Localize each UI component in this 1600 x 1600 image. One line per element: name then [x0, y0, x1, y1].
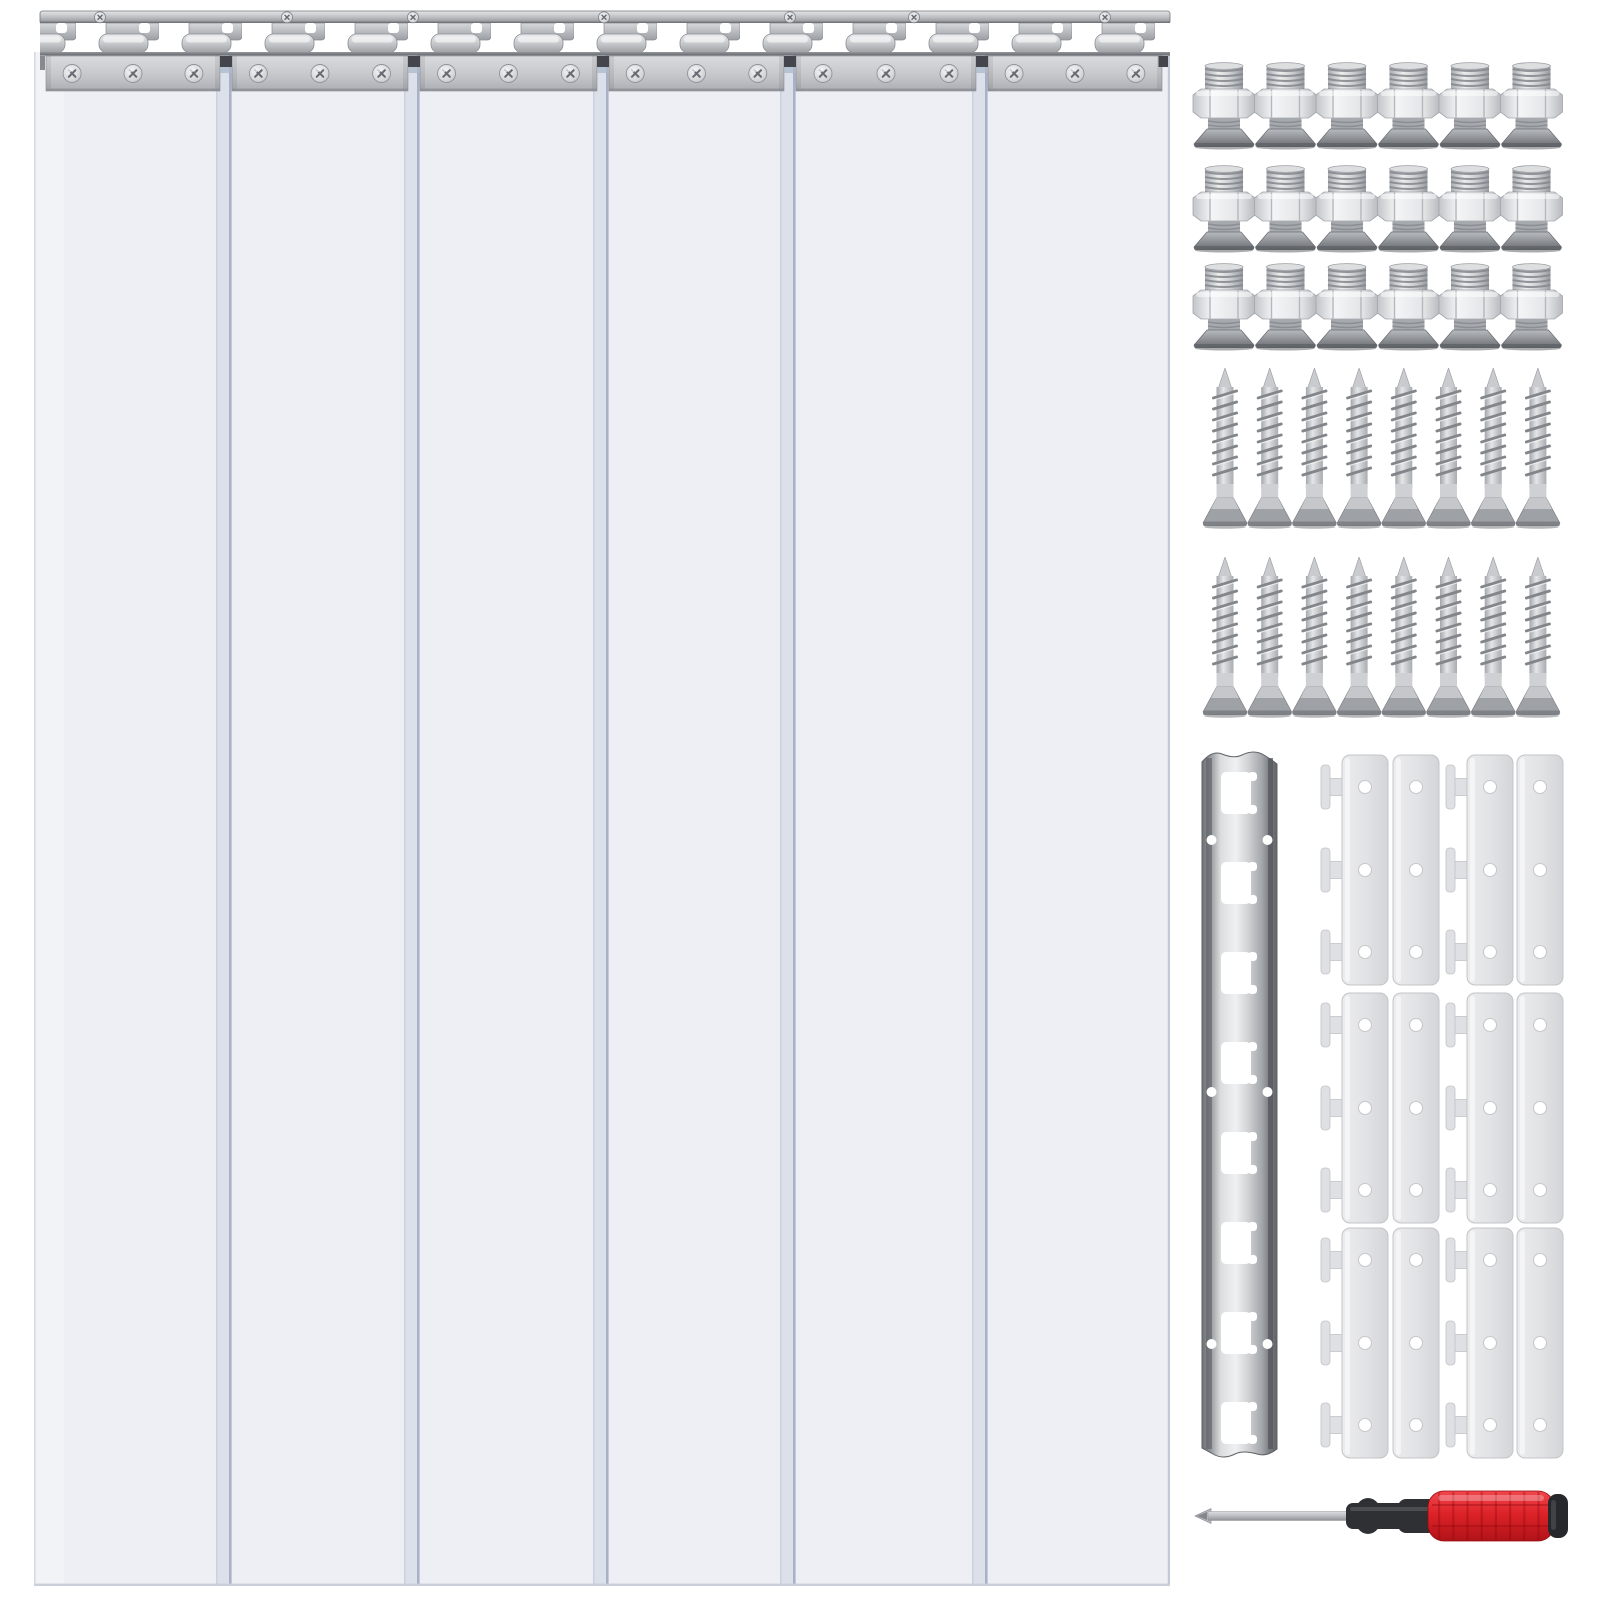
seam-band	[972, 52, 986, 1586]
seam-right-line	[793, 52, 796, 1586]
end-cap-highlight	[1551, 1500, 1556, 1530]
plate-hole	[1484, 946, 1497, 959]
hanger-gap-block	[1159, 56, 1169, 67]
rail-lip	[40, 52, 1170, 56]
plate-highlight	[1520, 996, 1525, 1220]
clamp-screw-icon	[814, 65, 832, 83]
plate-tab-cap	[1321, 1003, 1330, 1047]
rail-slot-stem	[1248, 805, 1257, 814]
plate-hole	[1534, 946, 1547, 959]
rail-bar-screw-icon	[407, 12, 418, 23]
rail-end-notch	[40, 56, 45, 70]
bolt	[1501, 264, 1563, 351]
plate-hole	[1534, 1254, 1547, 1267]
mounting-plate	[1517, 993, 1563, 1223]
plate-hole	[1484, 1254, 1497, 1267]
plate-hole	[1534, 781, 1547, 794]
bolt	[1501, 63, 1563, 150]
clamp-screw-icon	[877, 65, 895, 83]
strip-seam	[780, 52, 796, 1586]
grip-groove-horizontal	[1432, 1525, 1550, 1527]
plate-tab-cap	[1446, 1238, 1455, 1282]
rail-bar-screw-icon	[908, 12, 919, 23]
plate-hole	[1359, 1419, 1372, 1432]
rail-hole	[1207, 1339, 1217, 1349]
screwdriver-shaft	[1208, 1512, 1348, 1521]
bolt	[1255, 63, 1317, 150]
seam-right-line	[417, 52, 420, 1586]
clamp-plate-end-shade	[988, 56, 993, 91]
strip-curtain	[34, 52, 1170, 1586]
seam-left-line	[404, 52, 406, 1586]
plate-highlight	[1470, 996, 1475, 1220]
bolt	[1378, 264, 1440, 351]
plate-hole	[1359, 864, 1372, 877]
rail-hole	[1207, 835, 1217, 845]
seam-left-line	[593, 52, 595, 1586]
plate-hole	[1359, 1254, 1372, 1267]
strip-edge-highlight	[34, 52, 64, 1586]
plate-tab-cap	[1446, 1403, 1455, 1447]
clamp-plate-bottom-edge	[232, 89, 408, 91]
self-tapping-screw	[1427, 557, 1471, 718]
plate-hole	[1484, 1184, 1497, 1197]
strip-seam	[216, 52, 232, 1586]
clamp-plate-end-shade	[971, 56, 976, 91]
bolt	[1255, 264, 1317, 351]
clamp-screw-icon	[438, 65, 456, 83]
mounting-plate-set	[1321, 755, 1563, 1458]
screw-set	[1203, 368, 1560, 718]
rail-slot-stem	[1248, 1255, 1257, 1264]
seam-right-line	[229, 52, 232, 1586]
collar-highlight	[1350, 1507, 1430, 1511]
plate-hole	[1359, 1337, 1372, 1350]
self-tapping-screw	[1382, 368, 1426, 529]
self-tapping-screw	[1337, 557, 1381, 718]
mounting-plate	[1446, 993, 1513, 1223]
bolt	[1193, 166, 1255, 253]
plate-tab-cap	[1321, 1168, 1330, 1212]
rail-slot-stem	[1248, 772, 1257, 781]
clamp-plate	[46, 56, 220, 91]
mounting-rail	[1202, 752, 1277, 1457]
clamp-plate-bottom-edge	[609, 89, 784, 91]
rail-hole	[1263, 835, 1273, 845]
plate-hole	[1359, 781, 1372, 794]
seam-band	[780, 52, 794, 1586]
clamp-screw-icon	[688, 65, 706, 83]
clamp-plate-end-shade	[592, 56, 597, 91]
plate-hole	[1359, 1019, 1372, 1032]
plate-hole	[1534, 864, 1547, 877]
hanger-gap-block	[784, 56, 796, 67]
plate-hole	[1410, 1019, 1423, 1032]
clamp-plate-end-shade	[779, 56, 784, 91]
bolt	[1316, 166, 1378, 253]
clamp-plate	[609, 56, 784, 91]
hanger-gap-strip	[408, 67, 420, 73]
bolt	[1193, 264, 1255, 351]
mounting-plate	[1321, 755, 1388, 985]
seam-band	[216, 52, 230, 1586]
self-tapping-screw	[1471, 557, 1515, 718]
screwdriver-grip	[1428, 1491, 1554, 1541]
clamp-plate-end-shade	[215, 56, 220, 91]
bolt	[1439, 63, 1501, 150]
curtain-right-edge	[1168, 52, 1170, 1586]
plate-hole	[1410, 1419, 1423, 1432]
strip-seam	[593, 52, 609, 1586]
plate-highlight	[1396, 996, 1401, 1220]
mounting-plate	[1446, 1228, 1513, 1458]
clamp-plate-bottom-edge	[420, 89, 597, 91]
plate-hole	[1410, 946, 1423, 959]
rail-slot-stem	[1248, 1312, 1257, 1321]
rail-slot-stem	[1248, 1132, 1257, 1141]
clamp-plate-end-shade	[796, 56, 801, 91]
plate-highlight	[1520, 758, 1525, 982]
bolt	[1378, 63, 1440, 150]
plate-highlight	[1470, 758, 1475, 982]
bolt	[1255, 166, 1317, 253]
plate-hole	[1534, 1337, 1547, 1350]
clamp-screw-icon	[561, 65, 579, 83]
rail-slot-stem	[1248, 1165, 1257, 1174]
plate-hole	[1484, 1019, 1497, 1032]
clamp-plate-bottom-edge	[796, 89, 976, 91]
screwdriver	[1195, 1491, 1568, 1541]
plate-tab-cap	[1321, 1403, 1330, 1447]
grip-highlight	[1438, 1495, 1544, 1501]
mounting-plate	[1393, 993, 1439, 1223]
plate-tab-cap	[1321, 1086, 1330, 1130]
self-tapping-screw	[1248, 557, 1292, 718]
self-tapping-screw	[1203, 368, 1247, 529]
clamp-screw-icon	[63, 65, 81, 83]
clamp-screw-icon	[940, 65, 958, 83]
plate-tab-cap	[1321, 848, 1330, 892]
mounting-plate	[1517, 1228, 1563, 1458]
plate-highlight	[1345, 1231, 1350, 1455]
mounting-plate	[1393, 1228, 1439, 1458]
plate-tab-cap	[1321, 1238, 1330, 1282]
rail-hole	[1263, 1087, 1273, 1097]
rail-slot-opening	[1221, 1222, 1251, 1264]
plate-hole	[1534, 1184, 1547, 1197]
hanger-gap-block	[597, 56, 609, 67]
mounting-plate	[1321, 1228, 1388, 1458]
rail-slot-opening	[1221, 862, 1251, 904]
plate-tab-cap	[1446, 1321, 1455, 1365]
plate-tab-cap	[1446, 930, 1455, 974]
self-tapping-screw	[1516, 557, 1560, 718]
clamp-screw-icon	[311, 65, 329, 83]
rail-slot-stem	[1248, 1345, 1257, 1354]
seam-left-line	[216, 52, 218, 1586]
self-tapping-screw	[1292, 368, 1336, 529]
bolt	[1316, 264, 1378, 351]
plate-hole	[1359, 1184, 1372, 1197]
clamp-plate	[796, 56, 976, 91]
clamp-screw-icon	[249, 65, 267, 83]
rail-slot-stem	[1248, 952, 1257, 961]
self-tapping-screw	[1471, 368, 1515, 529]
rail-slot-stem	[1248, 985, 1257, 994]
clamp-screw-icon	[1127, 65, 1145, 83]
rail-slot-opening	[1221, 1132, 1251, 1174]
rail-slot-stem	[1248, 1435, 1257, 1444]
bolt	[1439, 166, 1501, 253]
plate-highlight	[1470, 1231, 1475, 1455]
mounting-plate	[1393, 755, 1439, 985]
plate-hole	[1410, 864, 1423, 877]
rail-slot-opening	[1221, 772, 1251, 814]
clamp-plate	[988, 56, 1162, 91]
plate-tab-cap	[1446, 1086, 1455, 1130]
rail-slot-opening	[1221, 952, 1251, 994]
clamp-screw-icon	[749, 65, 767, 83]
plate-hole	[1410, 781, 1423, 794]
hanger-gap-strip	[784, 67, 796, 73]
plate-hole	[1359, 1102, 1372, 1115]
clamp-screw-icon	[626, 65, 644, 83]
bolt	[1378, 166, 1440, 253]
plate-highlight	[1396, 1231, 1401, 1455]
mounting-plate	[1321, 993, 1388, 1223]
self-tapping-screw	[1382, 557, 1426, 718]
clamp-plate-end-shade	[609, 56, 614, 91]
seam-right-line	[985, 52, 988, 1586]
hanger-gap-block	[220, 56, 232, 67]
clamp-screw-icon	[185, 65, 203, 83]
seam-left-line	[972, 52, 974, 1586]
plate-hole	[1410, 1337, 1423, 1350]
strip-seam	[404, 52, 420, 1586]
curtain-left-edge	[34, 52, 36, 1586]
plate-tab-cap	[1446, 765, 1455, 809]
hanger-gap-strip	[220, 67, 232, 73]
hanger-gap-block	[408, 56, 420, 67]
seam-right-line	[606, 52, 609, 1586]
plate-highlight	[1396, 758, 1401, 982]
mounting-plate	[1446, 755, 1513, 985]
clamp-screw-icon	[1066, 65, 1084, 83]
rail-slot-opening	[1221, 1042, 1251, 1084]
plate-tab-cap	[1321, 1321, 1330, 1365]
hanger-gap-strip	[976, 67, 988, 73]
bolt	[1439, 264, 1501, 351]
clamp-screw-icon	[1005, 65, 1023, 83]
plate-hole	[1410, 1102, 1423, 1115]
rail-bar-screw-icon	[281, 12, 292, 23]
rail-slot-stem	[1248, 862, 1257, 871]
clamp-screw-icon	[373, 65, 391, 83]
plate-tab-cap	[1446, 848, 1455, 892]
plate-hole	[1410, 1184, 1423, 1197]
clamp-plate-bottom-edge	[46, 89, 220, 91]
rail-hole	[1207, 1087, 1217, 1097]
plate-hole	[1534, 1019, 1547, 1032]
self-tapping-screw	[1203, 557, 1247, 718]
seam-band	[404, 52, 418, 1586]
rail-slot-stem	[1248, 1042, 1257, 1051]
rail-bar-screw-icon	[598, 12, 609, 23]
plate-tab-cap	[1321, 930, 1330, 974]
rail-slot-stem	[1248, 1222, 1257, 1231]
bolt	[1316, 63, 1378, 150]
clamp-plate	[420, 56, 597, 91]
rail-slot-stem	[1248, 1075, 1257, 1084]
bolt	[1501, 166, 1563, 253]
screwdriver-collar-bulge	[1354, 1498, 1382, 1534]
self-tapping-screw	[1337, 368, 1381, 529]
rail-slot-opening	[1221, 1402, 1251, 1444]
rail-slot-stem	[1248, 1402, 1257, 1411]
seam-band	[593, 52, 607, 1586]
bolt	[1193, 63, 1255, 150]
rail-bar-screw-icon	[784, 12, 795, 23]
plate-highlight	[1345, 996, 1350, 1220]
clamp-plate-end-shade	[420, 56, 425, 91]
grip-groove-horizontal	[1432, 1504, 1550, 1506]
clamp-screw-icon	[124, 65, 142, 83]
plate-hole	[1484, 1102, 1497, 1115]
mounting-plate	[1517, 755, 1563, 985]
curtain-bottom-edge	[34, 1584, 1170, 1586]
seam-left-line	[780, 52, 782, 1586]
plate-hole	[1534, 1419, 1547, 1432]
hanger-gap-strip	[597, 67, 609, 73]
rail-hook-row	[40, 23, 1170, 53]
hanger-gap-block	[976, 56, 988, 67]
plate-hole	[1484, 781, 1497, 794]
clamp-plate-end-shade	[232, 56, 237, 91]
clamp-plate-bottom-edge	[988, 89, 1162, 91]
plate-hole	[1484, 1337, 1497, 1350]
self-tapping-screw	[1292, 557, 1336, 718]
plate-tab-cap	[1446, 1168, 1455, 1212]
plate-highlight	[1520, 1231, 1525, 1455]
bolt-set	[1193, 63, 1563, 351]
strip-seam	[972, 52, 988, 1586]
plate-tab-cap	[1446, 1003, 1455, 1047]
self-tapping-screw	[1427, 368, 1471, 529]
clamp-screw-icon	[500, 65, 518, 83]
plate-hole	[1410, 1254, 1423, 1267]
rail-slot-stem	[1248, 895, 1257, 904]
plate-tab-cap	[1321, 765, 1330, 809]
rail-bar-screw-icon	[1099, 12, 1110, 23]
rail-slot-opening	[1221, 1312, 1251, 1354]
rail-hole	[1263, 1339, 1273, 1349]
clamp-plate	[232, 56, 408, 91]
plate-hole	[1484, 864, 1497, 877]
self-tapping-screw	[1516, 368, 1560, 529]
plate-hole	[1484, 1419, 1497, 1432]
clamp-plate-end-shade	[403, 56, 408, 91]
rail-bar-screw-icon	[94, 12, 105, 23]
plate-highlight	[1345, 758, 1350, 982]
plate-hole	[1359, 946, 1372, 959]
self-tapping-screw	[1248, 368, 1292, 529]
plate-hole	[1534, 1102, 1547, 1115]
clamp-plate-end-shade	[46, 56, 51, 91]
